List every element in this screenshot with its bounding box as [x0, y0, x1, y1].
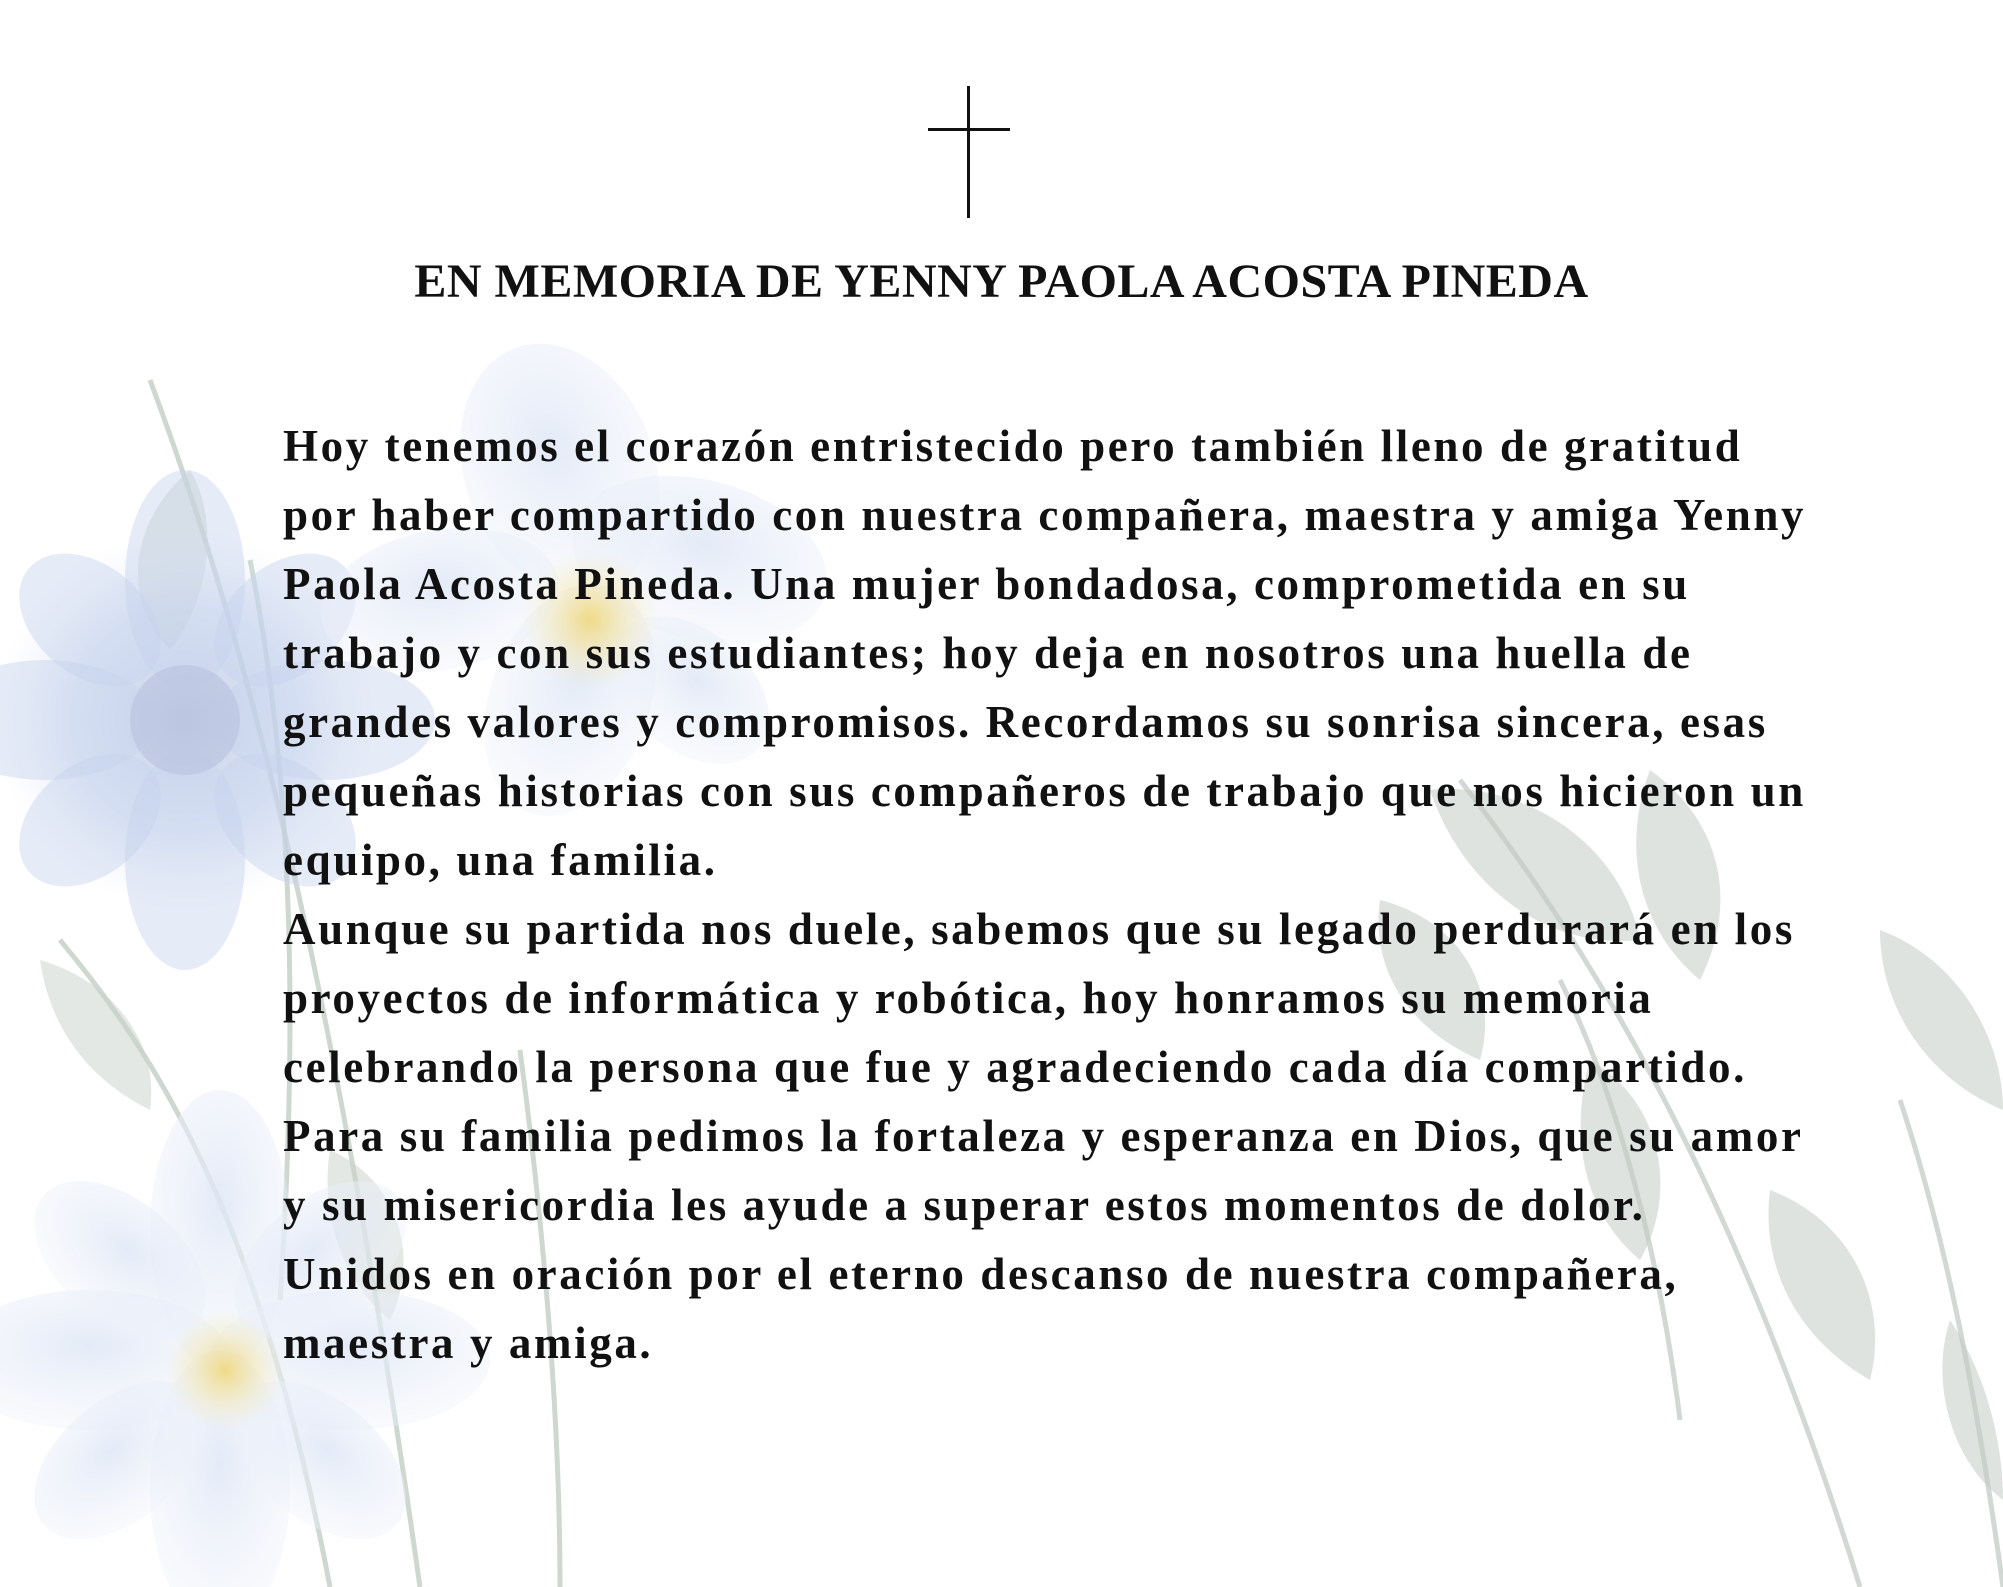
text-line: equipo, una familia.	[283, 835, 718, 885]
text-line: y su misericordia les ayude a superar estos momentos de dolor.	[283, 1180, 1646, 1230]
text-line: Paola Acosta Pineda. Una mujer bondadosa, comprometida en su	[283, 559, 1690, 609]
text-line: celebrando la persona que fue y agradeciendo cada día compartido.	[283, 1042, 1747, 1092]
memorial-text	[283, 412, 1843, 1378]
text-line: maestra y amiga.	[283, 1318, 654, 1368]
text-line: pequeñas historias con sus compañeros de trabajo que nos hicieron un	[283, 766, 1806, 816]
text-line: grandes valores y compromisos. Recordamos su sonrisa sincera, esas	[283, 697, 1768, 747]
text-line: por haber compartido con nuestra compañera, maestra y amiga Yenny	[283, 490, 1807, 540]
text-line: trabajo y con sus estudiantes; hoy deja en nosotros una huella de	[283, 628, 1693, 678]
text-line: proyectos de informática y robótica, hoy honramos su memoria	[283, 973, 1654, 1023]
text-line: Unidos en oración por el eterno descanso de nuestra compañera,	[283, 1249, 1679, 1299]
text-line: Para su familia pedimos la fortaleza y esperanza en Dios, que su amor	[283, 1111, 1804, 1161]
text-line: Hoy tenemos el corazón entristecido pero también lleno de gratitud	[283, 421, 1743, 471]
memorial-title: EN MEMORIA DE YENNY PAOLA ACOSTA PINEDA	[414, 255, 1589, 308]
text-line: Aunque su partida nos duele, sabemos que su legado perdurará en los	[283, 904, 1795, 954]
cross-icon	[928, 86, 1010, 218]
